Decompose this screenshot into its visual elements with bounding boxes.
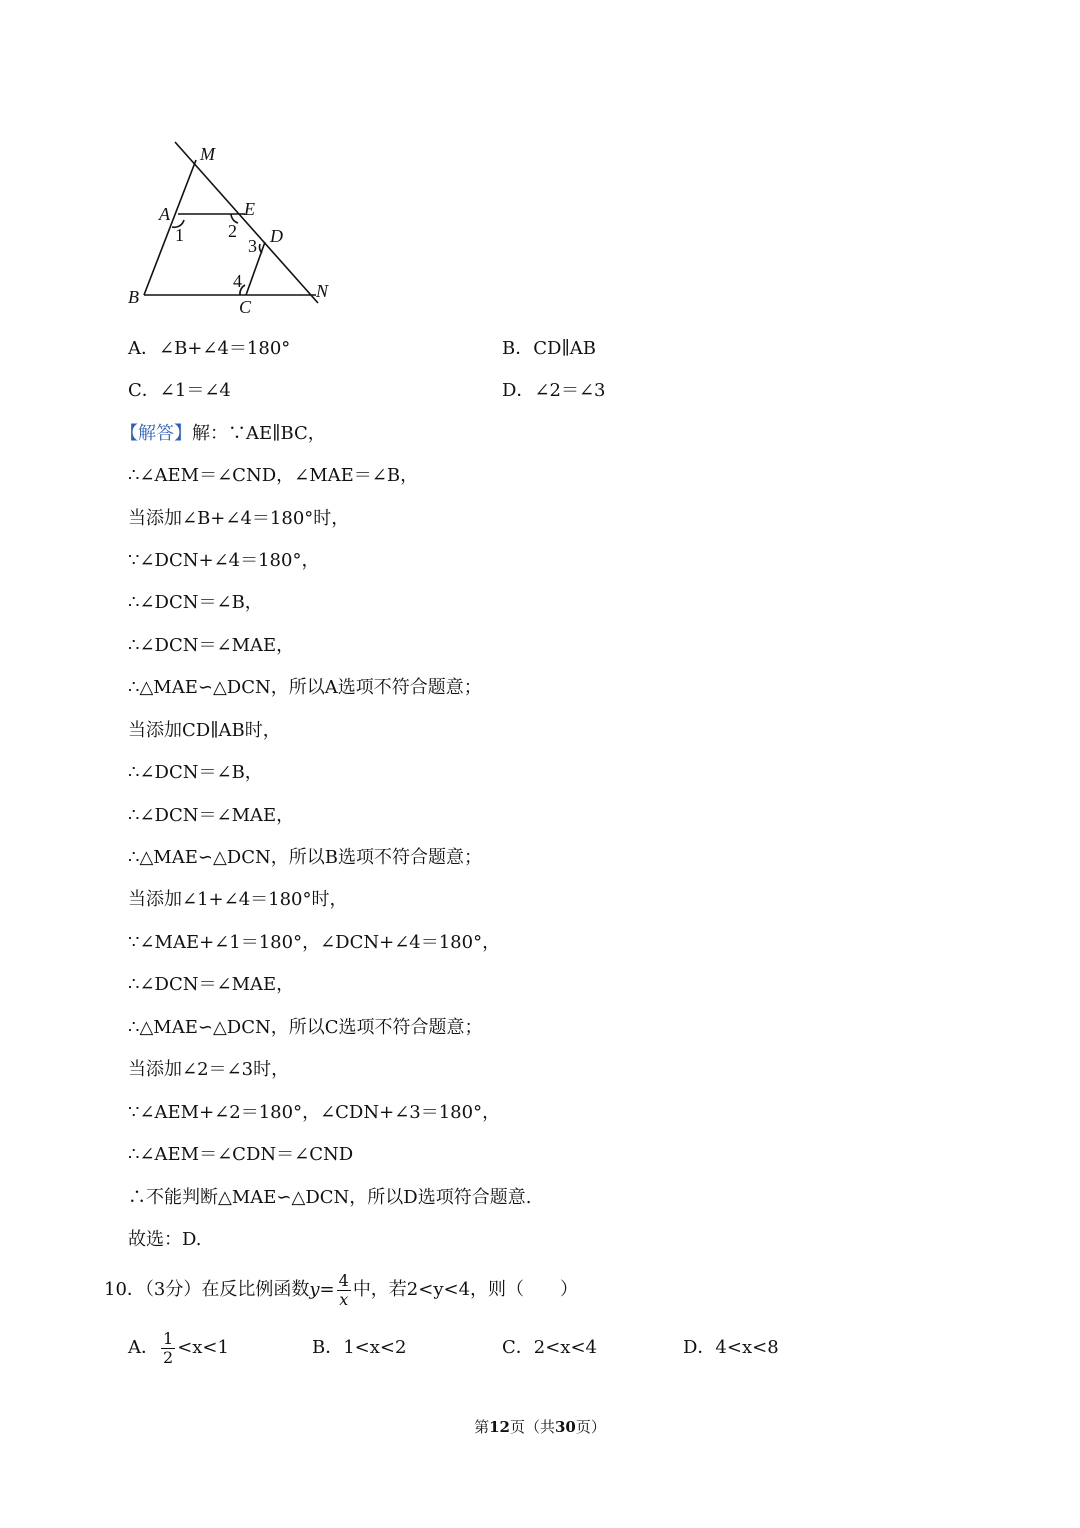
fraction-denominator: 2 xyxy=(163,1347,174,1367)
solution-line: ∴∠DCN＝∠MAE， xyxy=(128,635,295,656)
page-number-prefix: 第 xyxy=(474,1418,490,1436)
question-score: （3分） xyxy=(144,1279,202,1300)
angle-3-arc xyxy=(260,244,262,253)
solution-line: ∴不能判断△MAE∽△DCN，所以D选项符合题意. xyxy=(128,1187,532,1208)
page-number xyxy=(0,1416,1080,1438)
label-angle-1: 1 xyxy=(175,225,184,245)
solution-tag: 【解答】 xyxy=(120,423,192,444)
q10-option-a-fraction xyxy=(161,1330,175,1367)
geometry-figure xyxy=(120,135,340,320)
option-c-text: ∠1＝∠4 xyxy=(159,380,231,401)
solution-line: ∴△MAE∽△DCN，所以A选项不符合题意； xyxy=(128,677,482,698)
page-number-middle: 页（共 xyxy=(509,1418,555,1436)
function-lhs: y= xyxy=(309,1279,335,1300)
label-m: M xyxy=(200,144,215,164)
q10-option-d: D．4<x<8 xyxy=(683,1337,779,1358)
fraction-numerator: 4 xyxy=(338,1270,349,1290)
option-d xyxy=(502,378,606,404)
line-mn xyxy=(175,142,318,303)
q10-option-c: C．2<x<4 xyxy=(502,1337,597,1358)
solution-line: 当添加∠B+∠4＝180°时， xyxy=(128,508,350,529)
function-fraction xyxy=(337,1272,351,1309)
solution-line: ∴∠AEM＝∠CND，∠MAE＝∠B， xyxy=(128,465,419,486)
label-b: B xyxy=(128,287,139,307)
solution-line: ∴∠DCN＝∠B， xyxy=(128,762,263,783)
label-n: N xyxy=(316,281,329,301)
solution-line: ∵∠DCN+∠4＝180°， xyxy=(128,550,320,571)
question-number: 10． xyxy=(104,1279,145,1300)
option-b xyxy=(502,336,596,362)
solution-line: ∴∠DCN＝∠B， xyxy=(128,592,263,613)
solution-line: ∴∠DCN＝∠MAE， xyxy=(128,974,295,995)
solution-heading xyxy=(120,421,326,447)
solution-line: ∵∠AEM+∠2＝180°，∠CDN+∠3＝180°， xyxy=(128,1102,501,1123)
fraction-denominator: x xyxy=(339,1289,349,1309)
fraction-numerator: 1 xyxy=(163,1328,174,1348)
option-d-text: ∠2＝∠3 xyxy=(534,380,606,401)
page-number-current: 12 xyxy=(489,1418,510,1436)
option-c xyxy=(128,378,231,404)
label-angle-4: 4 xyxy=(233,271,242,291)
solution-line: ∵∠MAE+∠1＝180°，∠DCN+∠4＝180°， xyxy=(128,932,501,953)
solution-line: 当添加∠1+∠4＝180°时， xyxy=(128,889,348,910)
solution-line: 当添加∠2＝∠3时， xyxy=(128,1059,290,1080)
solution-line: ∴△MAE∽△DCN，所以B选项不符合题意； xyxy=(128,847,482,868)
question-10 xyxy=(104,1268,578,1312)
option-d-letter: D． xyxy=(502,380,535,401)
label-angle-2: 2 xyxy=(228,221,237,241)
question-text-before: 在反比例函数 xyxy=(201,1279,310,1300)
page-number-total: 30 xyxy=(555,1418,576,1436)
page-number-suffix: 页） xyxy=(575,1418,606,1436)
solution-intro: 解：∵AE∥BC， xyxy=(192,423,326,444)
question-text-after: 中，若2<y<4，则（ ） xyxy=(352,1279,579,1300)
solution-line: ∴△MAE∽△DCN，所以C选项不符合题意； xyxy=(128,1017,483,1038)
q10-option-b: B．1<x<2 xyxy=(312,1337,407,1358)
option-a-text: ∠B+∠4＝180° xyxy=(159,338,291,359)
option-b-text: CD∥AB xyxy=(533,338,596,359)
option-a xyxy=(128,336,290,362)
segment-ab xyxy=(144,160,196,295)
solution-line: ∴∠AEM＝∠CDN＝∠CND xyxy=(128,1144,354,1165)
option-a-letter: A． xyxy=(128,338,159,359)
label-e: E xyxy=(244,199,255,219)
q10-option-a-text: <x<1 xyxy=(177,1337,229,1358)
solution-line: ∴∠DCN＝∠MAE， xyxy=(128,805,295,826)
label-angle-3: 3 xyxy=(248,236,257,256)
label-c: C xyxy=(239,297,252,317)
q10-option-a-letter: A． xyxy=(128,1337,159,1358)
option-c-letter: C． xyxy=(128,380,160,401)
solution-line: 故选：D. xyxy=(128,1229,202,1250)
q10-option-a xyxy=(128,1326,229,1370)
option-b-letter: B． xyxy=(502,338,534,359)
solution-line: 当添加CD∥AB时， xyxy=(128,720,281,741)
label-a: A xyxy=(159,204,170,224)
label-d: D xyxy=(270,226,283,246)
